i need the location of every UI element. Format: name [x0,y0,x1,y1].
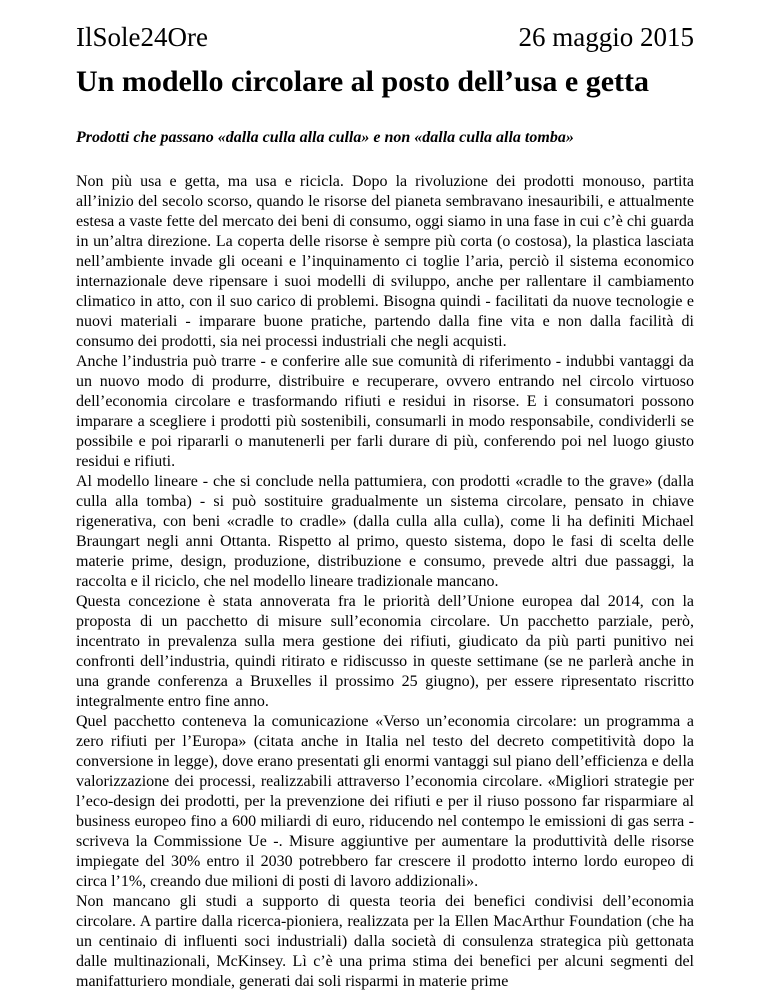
document-page [76,20,694,992]
article-paragraph: Anche l’industria può trarre - e conferire alle sue comunità di riferimento - indubbi vantaggi da un nuovo modo di produrre, distribuire e recuperare, ovvero entrando nel circolo virtuoso dell’economia circolare e trasformando rifiuti e residui in risorse. E i consumatori possono imparare a scegliere i prodotti più sostenibili, consumarli in modo responsabile, condividerli se possibile e poi ripararli o manutenerli per farli durare di più, conferendo poi nel luogo giusto residui e rifiuti. [76,353,694,470]
article-paragraph: Questa concezione è stata annoverata fra le priorità dell’Unione europea dal 2014, con la proposta di un pacchetto di misure sull’economia circolare. Un pacchetto parziale, però, incentrato in prevalenza sulla mera gestione dei rifiuti, giudicato da più parti punitivo nei confronti dell’industria, quindi ritirato e ridiscusso in queste settimane (se ne parlerà anche in una grande conferenza a Bruxelles il prossimo 25 giugno), per essere ripresentato riscritto integralmente entro fine anno. [76,593,694,710]
article-paragraph: Non mancano gli studi a supporto di questa teoria dei benefici condivisi dell’economia circolare. A partire dalla ricerca-pioniera, realizzata per la Ellen MacArthur Foundation (che ha un centinaio di influenti soci industriali) dalla società di consulenza strategica più gettonata dalle multinazionali, McKinsey. Lì c’è una prima stima dei benefici per alcuni segmenti del manifatturiero mondiale, generati dai soli risparmi in materie prime [76,893,694,990]
publication-name: IlSole24Ore [76,22,208,52]
article-paragraph: Al modello lineare - che si conclude nella pattumiera, con prodotti «cradle to the grave» (dalla culla alla tomba) - si può sostituire gradualmente un sistema circolare, pensato in chiave rigenerativa, con beni «cradle to cradle» (dalla culla alla culla), come li ha definiti Michael Braungart negli anni Ottanta. Rispetto al primo, questo sistema, dopo le fasi di scelta delle materie prime, design, produzione, distribuzione e consumo, prevede altri due passaggi, la raccolta e il riciclo, che nel modello lineare tradizionale mancano. [76,473,694,590]
publication-date: 26 maggio 2015 [518,22,694,52]
article-paragraph: Quel pacchetto conteneva la comunicazione «Verso un’economia circolare: un programma a zero rifiuti per l’Europa» (citata anche in Italia nel testo del decreto competitività dopo la conversione in legge), dove erano presentati gli enormi vantaggi sul piano dell’efficienza e della valorizzazione dei processi, realizzabili attraverso l’economia circolare. «Migliori strategie per l’eco-design dei prodotti, per la prevenzione dei rifiuti e per il riuso possono far risparmiare al business europeo fino a 600 miliardi di euro, riducendo nel contempo le emissioni di gas serra - scriveva la Commissione Ue -. Misure aggiuntive per aumentare la produttività delle risorse impiegate del 30% entro il 2030 potrebbero far crescere il prodotto interno lordo europeo di circa l’1%, creando due milioni di posti di lavoro addizionali». [76,713,694,890]
article-body [76,172,694,992]
document-header [76,20,694,56]
article-paragraph: Non più usa e getta, ma usa e ricicla. Dopo la rivoluzione dei prodotti monouso, partita all’inizio del secolo scorso, quando le risorse del pianeta sembravano inesauribili, e attualmente estesa a vaste fette del mercato dei beni di consumo, oggi siamo in una fase in cui c’è chi guarda in un’altra direzione. La coperta delle risorse è sempre più corta (o costosa), la plastica lasciata nell’ambiente invade gli oceani e l’inquinamento ci toglie l’aria, perciò il sistema economico internazionale deve ripensare i suoi modelli di sviluppo, anche per rallentare il cambiamento climatico in atto, con il suo carico di problemi. Bisogna quindi - facilitati da nuove tecnologie e nuovi materiali - imparare buone pratiche, partendo dalla fine vita e non dalla facilità di consumo dei prodotti, sia nei processi industriali che negli acquisti. [76,173,694,350]
article-subtitle: Prodotti che passano «dalla culla alla culla» e non «dalla culla alla tomba» [76,129,574,146]
article-title: Un modello circolare al posto dell’usa e getta [76,65,649,98]
